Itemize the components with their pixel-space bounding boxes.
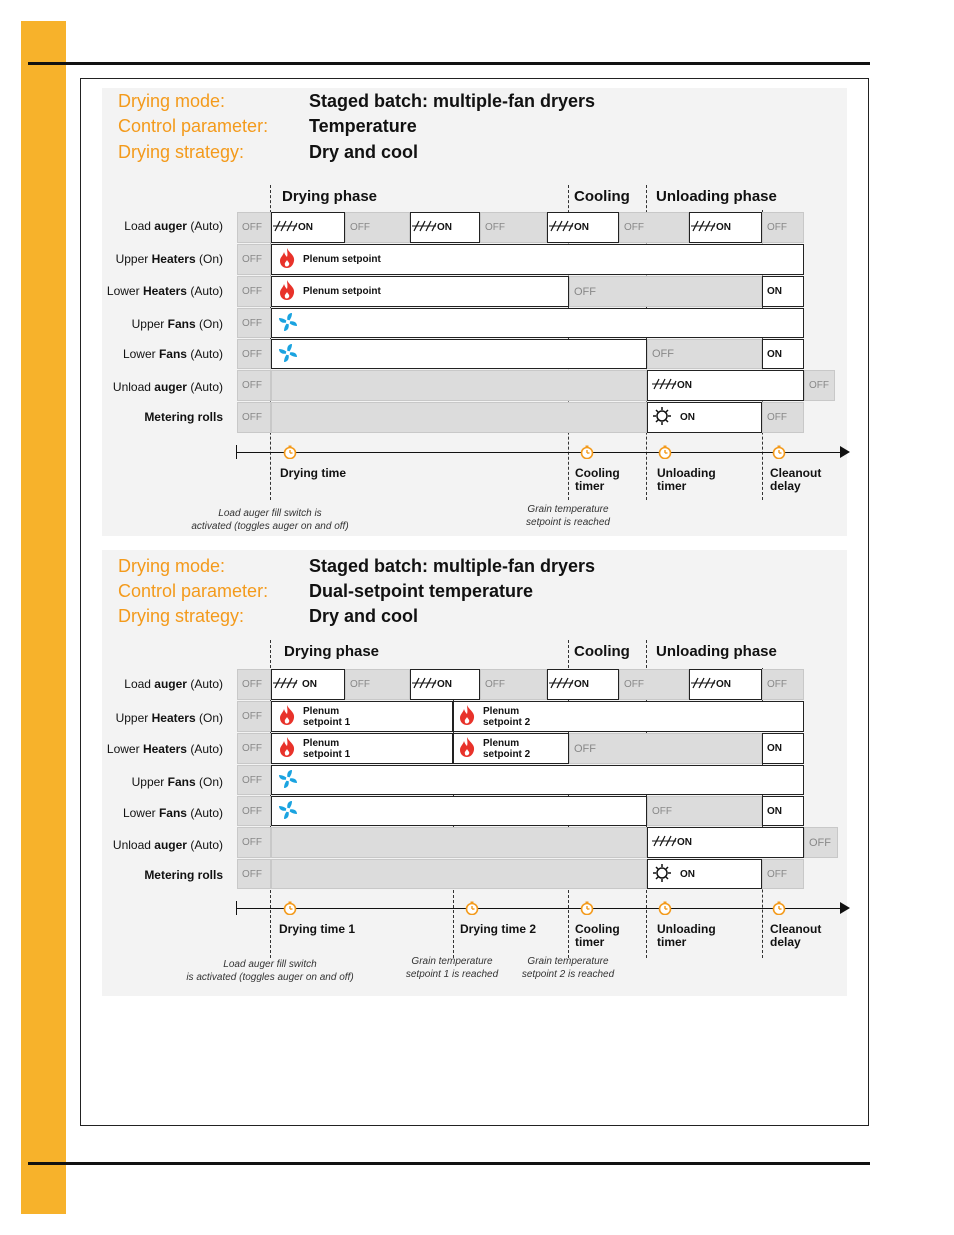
off-label: OFF — [242, 348, 262, 360]
header-rule — [28, 62, 870, 65]
off-label: OFF — [242, 805, 262, 817]
state-off — [762, 859, 804, 889]
on-label: ON — [437, 222, 452, 233]
unloading-phase-header: Unloading phase — [656, 643, 777, 660]
off-label: OFF — [574, 285, 596, 298]
timer-icon — [658, 901, 672, 915]
state-off — [237, 212, 271, 243]
state-off — [480, 669, 547, 700]
state-on — [689, 669, 762, 700]
unloading-timer-label: Unloading timer — [657, 466, 716, 493]
fan-icon — [277, 342, 299, 367]
fan-icon — [277, 799, 299, 824]
state-off — [237, 370, 271, 401]
auger-icon — [548, 220, 574, 235]
state-on — [762, 796, 804, 826]
control-parameter-value: Temperature — [309, 116, 417, 136]
on-label: ON — [716, 222, 731, 233]
fill-switch-note: Load auger fill switch is activated (toggles auger on and off) — [191, 508, 349, 532]
off-label: OFF — [767, 222, 787, 233]
off-label: OFF — [242, 222, 262, 233]
state-off — [569, 276, 762, 307]
timer-icon — [580, 445, 594, 459]
on-label: ON — [680, 868, 695, 880]
auger-icon — [548, 677, 574, 692]
plenum-setpoint-label: Plenum setpoint — [303, 286, 381, 297]
row-label-upper-fans: Upper Fans (On) — [131, 775, 223, 789]
row-label-load-auger: Load auger (Auto) — [124, 219, 223, 233]
state-on — [271, 308, 804, 338]
off-label: OFF — [242, 837, 262, 848]
drying-strategy-value: Dry and cool — [309, 606, 419, 626]
state-on — [271, 701, 453, 732]
state-on — [689, 212, 762, 243]
row-label-lower-heaters: Lower Heaters (Auto) — [106, 742, 223, 756]
state-off — [762, 212, 804, 243]
off-label: OFF — [809, 836, 831, 849]
auger-icon — [411, 220, 437, 235]
row-label-upper-fans: Upper Fans (On) — [131, 317, 223, 331]
state-off — [569, 733, 762, 764]
fill-switch-note: Load auger fill switch is activated (toggles auger on and off) — [186, 959, 354, 983]
timer-icon — [465, 901, 479, 915]
auger-icon — [690, 220, 716, 235]
state-on — [547, 669, 619, 700]
row-label-upper-heaters: Upper Heaters (On) — [115, 252, 223, 266]
row-label-metering-rolls: Metering rolls — [144, 868, 223, 882]
on-label: ON — [298, 222, 313, 233]
off-label: OFF — [242, 254, 262, 265]
timer-icon — [772, 901, 786, 915]
auger-icon — [651, 378, 677, 393]
off-label: OFF — [242, 380, 262, 391]
off-label: OFF — [767, 868, 787, 880]
grain-temp-2-note: Grain temperature setpoint 2 is reached — [521, 956, 615, 980]
row-label-lower-heaters: Lower Heaters (Auto) — [106, 284, 223, 298]
state-off — [237, 827, 271, 858]
plenum-setpoint-1-label: Plenum setpoint 1 — [303, 705, 351, 728]
row-label-metering-rolls: Metering rolls — [144, 410, 223, 424]
timer-icon — [283, 445, 297, 459]
timeline-arrow — [840, 902, 850, 914]
state-off — [647, 796, 762, 826]
state-off — [762, 669, 804, 700]
plenum-setpoint-2-label: Plenum setpoint 2 — [483, 737, 531, 760]
state-off-bar — [271, 370, 647, 401]
unloading-timer-label: Unloading timer — [657, 922, 716, 949]
state-on — [647, 859, 762, 889]
state-off — [237, 859, 271, 889]
plenum-setpoint-1-label: Plenum setpoint 1 — [303, 737, 351, 760]
off-label: OFF — [242, 711, 262, 722]
on-label: ON — [767, 348, 782, 360]
drying-mode-value: Staged batch: multiple-fan dryers — [309, 91, 596, 111]
state-off — [480, 212, 547, 243]
off-label: OFF — [767, 412, 787, 423]
flame-icon — [277, 704, 297, 729]
off-label: OFF — [485, 679, 505, 690]
row-label-unload-auger: Unload auger (Auto) — [112, 838, 223, 852]
on-label: ON — [574, 679, 589, 690]
cooling-timer-label: Cooling timer — [575, 922, 620, 949]
timeline-axis — [237, 908, 841, 909]
drying-time-label: Drying time — [280, 466, 347, 480]
grain-temp-note: Grain temperature setpoint is reached — [526, 504, 610, 528]
state-on — [762, 733, 804, 764]
flame-icon — [277, 247, 297, 272]
on-label: ON — [680, 412, 695, 423]
state-off — [345, 669, 410, 700]
row-label-load-auger: Load auger (Auto) — [124, 677, 223, 691]
state-on — [271, 276, 569, 307]
state-off-bar — [271, 402, 647, 433]
state-on — [647, 370, 804, 401]
state-off — [237, 701, 271, 732]
state-off — [237, 796, 271, 826]
state-off — [237, 402, 271, 433]
off-label: OFF — [485, 222, 505, 233]
off-label: OFF — [242, 412, 262, 423]
state-off — [237, 765, 271, 795]
row-label-upper-heaters: Upper Heaters (On) — [115, 711, 223, 725]
auger-icon — [272, 677, 298, 692]
cooling-phase-header: Cooling — [574, 188, 630, 205]
drying-strategy-value: Dry and cool — [309, 142, 419, 162]
state-on — [410, 669, 480, 700]
state-on — [271, 733, 453, 764]
flame-icon — [457, 704, 477, 729]
timeline-arrow — [840, 446, 850, 458]
auger-icon — [690, 677, 716, 692]
off-label: OFF — [652, 805, 672, 817]
state-off — [237, 308, 271, 338]
state-on — [271, 212, 345, 243]
state-off — [345, 212, 410, 243]
state-on — [762, 339, 804, 369]
cooling-timer-label: Cooling timer — [575, 466, 620, 493]
state-on — [271, 765, 804, 795]
state-off — [237, 669, 271, 700]
control-parameter-value: Dual-setpoint temperature — [309, 581, 534, 601]
state-on — [453, 733, 569, 764]
drying-time-1-label: Drying time 1 — [279, 922, 356, 936]
state-off — [619, 212, 689, 243]
state-on — [547, 212, 619, 243]
row-label-lower-fans: Lower Fans (Auto) — [122, 347, 223, 361]
metering-roll-icon — [652, 863, 672, 886]
row-label-lower-fans: Lower Fans (Auto) — [122, 806, 223, 820]
state-off — [762, 402, 804, 433]
on-label: ON — [437, 679, 452, 690]
off-label: OFF — [242, 317, 262, 329]
state-on — [762, 276, 804, 307]
off-label: OFF — [574, 742, 596, 755]
cleanout-delay-label: Cleanout delay — [770, 922, 822, 949]
drying-phase-header: Drying phase — [282, 188, 378, 205]
drying-mode-label: Drying mode: — [118, 91, 226, 111]
state-off — [619, 669, 689, 700]
off-label: OFF — [624, 679, 644, 690]
off-label: OFF — [767, 679, 787, 690]
drying-strategy-label: Drying strategy: — [118, 606, 245, 626]
metering-roll-icon — [652, 406, 672, 429]
control-parameter-label: Control parameter: — [118, 581, 269, 601]
on-label: ON — [677, 380, 692, 391]
fan-icon — [277, 311, 299, 336]
drying-strategy-label: Drying strategy: — [118, 142, 245, 162]
timer-icon — [772, 445, 786, 459]
unloading-phase-header: Unloading phase — [656, 188, 777, 205]
state-on — [271, 339, 647, 369]
flame-icon — [457, 736, 477, 761]
plenum-setpoint-label: Plenum setpoint — [303, 254, 381, 265]
control-parameter-label: Control parameter: — [118, 116, 269, 136]
state-off — [647, 339, 762, 369]
drying-phase-header: Drying phase — [284, 643, 380, 660]
on-label: ON — [302, 679, 317, 690]
state-on — [647, 827, 804, 858]
state-off — [237, 276, 271, 307]
on-label: ON — [767, 805, 782, 817]
state-on — [271, 244, 804, 275]
state-off — [804, 827, 838, 858]
row-label-unload-auger: Unload auger (Auto) — [112, 380, 223, 394]
state-off — [237, 733, 271, 764]
drying-mode-label: Drying mode: — [118, 556, 226, 576]
grain-temp-1-note: Grain temperature setpoint 1 is reached — [405, 956, 499, 980]
auger-icon — [272, 220, 298, 235]
on-label: ON — [716, 679, 731, 690]
off-label: OFF — [242, 743, 262, 754]
timer-icon — [580, 901, 594, 915]
auger-icon — [651, 835, 677, 850]
state-on — [453, 701, 804, 732]
off-label: OFF — [242, 868, 262, 880]
off-label: OFF — [652, 348, 674, 360]
state-on — [647, 402, 762, 433]
off-label: OFF — [809, 380, 829, 391]
fan-icon — [277, 768, 299, 793]
plenum-setpoint-2-label: Plenum setpoint 2 — [483, 705, 531, 728]
on-label: ON — [767, 743, 782, 754]
state-off — [804, 370, 835, 401]
flame-icon — [277, 279, 297, 304]
timer-icon — [658, 445, 672, 459]
footer-rule — [28, 1162, 870, 1165]
timeline-axis — [237, 452, 841, 453]
state-off — [237, 244, 271, 275]
auger-icon — [411, 677, 437, 692]
on-label: ON — [677, 837, 692, 848]
state-on — [410, 212, 480, 243]
on-label: ON — [574, 222, 589, 233]
off-label: OFF — [242, 774, 262, 786]
off-label: OFF — [242, 679, 262, 690]
state-on — [271, 669, 345, 700]
cleanout-delay-label: Cleanout delay — [770, 466, 822, 493]
page-side-tab — [21, 21, 66, 1214]
state-off-bar — [271, 859, 647, 889]
flame-icon — [277, 736, 297, 761]
on-label: ON — [767, 286, 782, 297]
off-label: OFF — [242, 286, 262, 297]
drying-mode-value: Staged batch: multiple-fan dryers — [309, 556, 596, 576]
state-on — [271, 796, 647, 826]
timer-icon — [283, 901, 297, 915]
state-off — [237, 339, 271, 369]
off-label: OFF — [350, 222, 370, 233]
state-off-bar — [271, 827, 647, 858]
off-label: OFF — [624, 222, 644, 233]
off-label: OFF — [350, 679, 370, 690]
drying-time-2-label: Drying time 2 — [460, 922, 537, 936]
cooling-phase-header: Cooling — [574, 643, 630, 660]
